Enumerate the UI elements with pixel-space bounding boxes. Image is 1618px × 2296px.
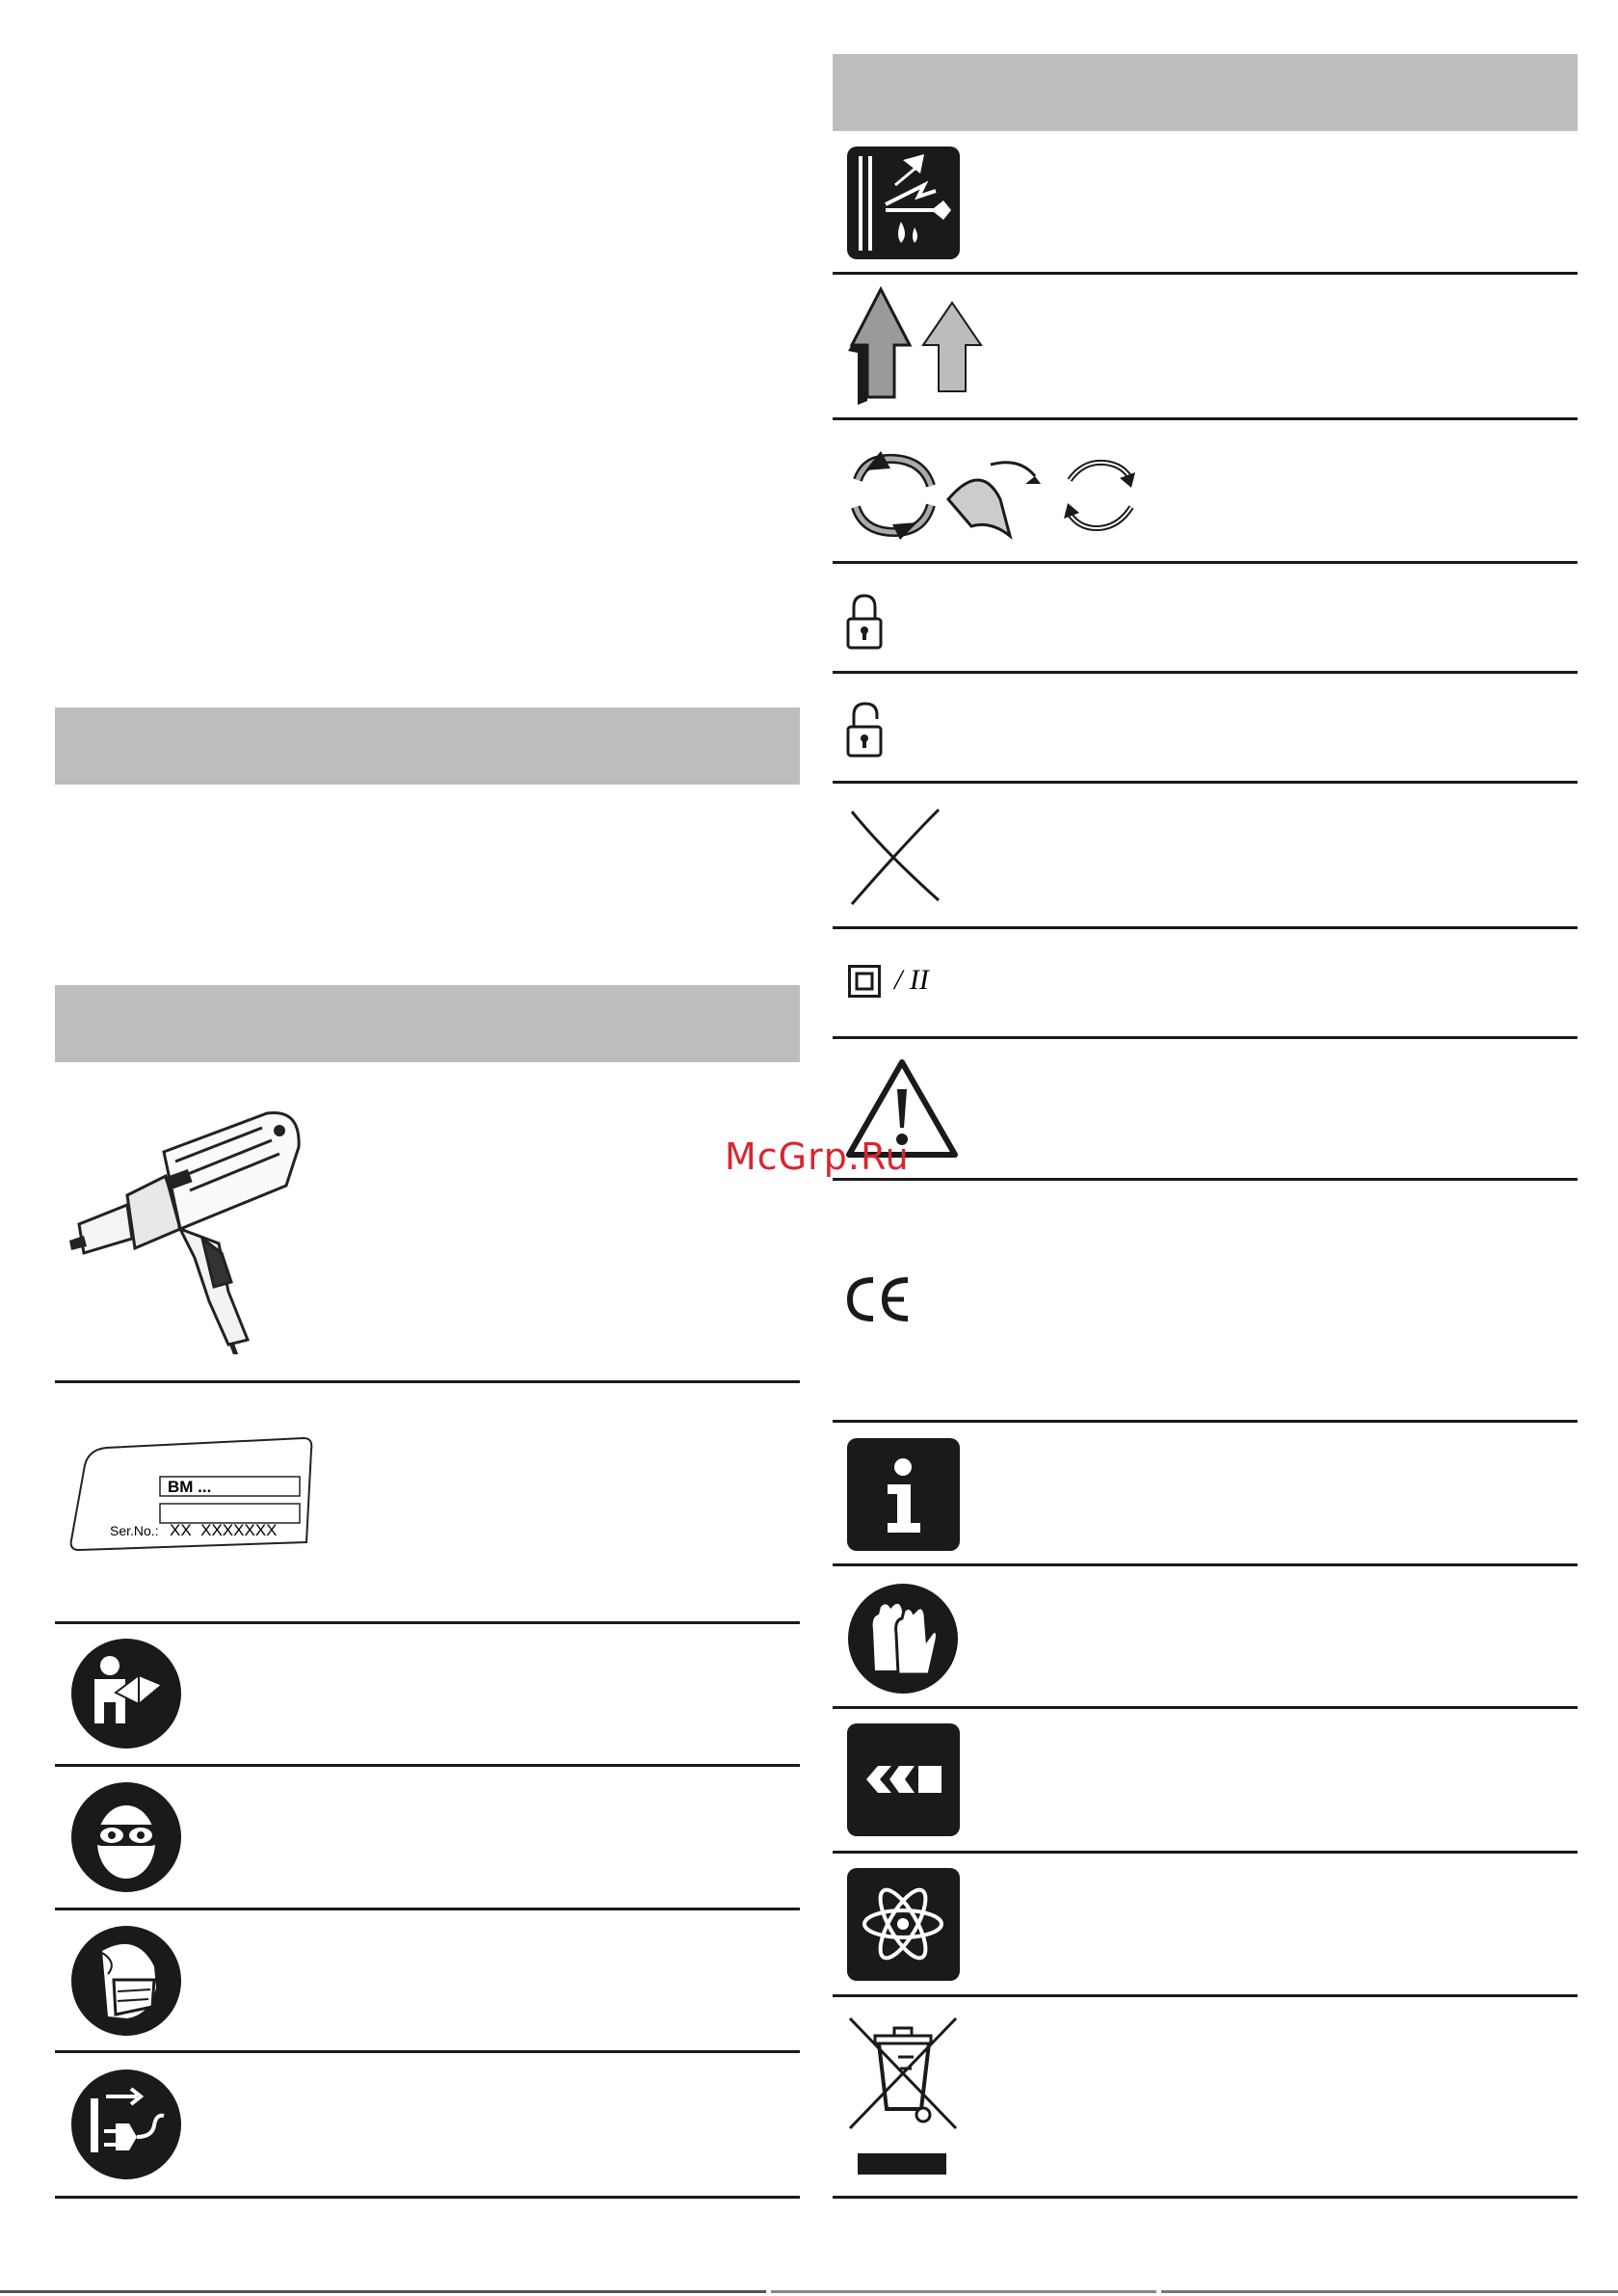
right-section-header xyxy=(833,54,1578,131)
right-divider-3 xyxy=(833,561,1578,564)
watermark: McGrp.Ru xyxy=(725,1135,910,1178)
right-divider-11 xyxy=(833,1706,1578,1709)
atom-icon xyxy=(847,1868,960,1981)
footer-mark-center xyxy=(771,2290,1156,2293)
rating-plate-serial-label: Ser.No.: xyxy=(110,1523,159,1538)
rating-plate-serial-value: XX XXXXXXX xyxy=(170,1521,278,1539)
double-insulation-icon xyxy=(848,965,881,998)
right-divider-10 xyxy=(833,1563,1578,1566)
right-divider-4 xyxy=(833,671,1578,674)
ce-mark-icon xyxy=(846,1276,914,1322)
right-divider-13 xyxy=(833,1994,1578,1997)
unlock-icon xyxy=(846,702,887,758)
unplug-icon xyxy=(69,2068,183,2181)
battery-indicator-icon xyxy=(847,1723,960,1836)
right-divider-8 xyxy=(833,1178,1578,1181)
info-icon xyxy=(847,1438,960,1551)
protective-gloves-icon xyxy=(846,1582,960,1695)
right-divider-14 xyxy=(833,2196,1578,2199)
drill-illustration xyxy=(60,1084,310,1354)
speed-arrows-icon xyxy=(846,285,1010,405)
lock-icon xyxy=(846,594,883,650)
rating-plate xyxy=(67,1436,318,1562)
left-divider-3 xyxy=(55,1764,800,1767)
left-divider-5 xyxy=(55,2050,800,2053)
weee-disposal-icon xyxy=(846,2015,960,2178)
right-divider-9 xyxy=(833,1420,1578,1423)
eye-protection-icon xyxy=(69,1780,183,1894)
left-section-header-2 xyxy=(55,985,800,1062)
left-section-header-1 xyxy=(55,707,800,785)
protection-class-label: / II xyxy=(894,964,929,996)
left-divider-4 xyxy=(55,1908,800,1910)
right-divider-7 xyxy=(833,1036,1578,1039)
rating-plate-model: BM ... xyxy=(168,1478,212,1496)
right-divider-2 xyxy=(833,417,1578,420)
right-divider-5 xyxy=(833,781,1578,784)
dust-mask-icon xyxy=(69,1924,183,2038)
right-divider-6 xyxy=(833,926,1578,929)
rotation-direction-icon xyxy=(846,451,1145,540)
hidden-cables-warning-icon xyxy=(847,147,960,259)
right-divider-12 xyxy=(833,1851,1578,1854)
left-divider-1 xyxy=(55,1380,800,1383)
left-divider-6 xyxy=(55,2196,800,2199)
footer-mark-right xyxy=(1161,2290,1618,2293)
read-manual-icon xyxy=(69,1637,183,1750)
right-divider-1 xyxy=(833,272,1578,275)
footer-mark-left xyxy=(0,2290,766,2293)
left-divider-2 xyxy=(55,1621,800,1624)
prohibited-cross-icon xyxy=(846,806,946,906)
